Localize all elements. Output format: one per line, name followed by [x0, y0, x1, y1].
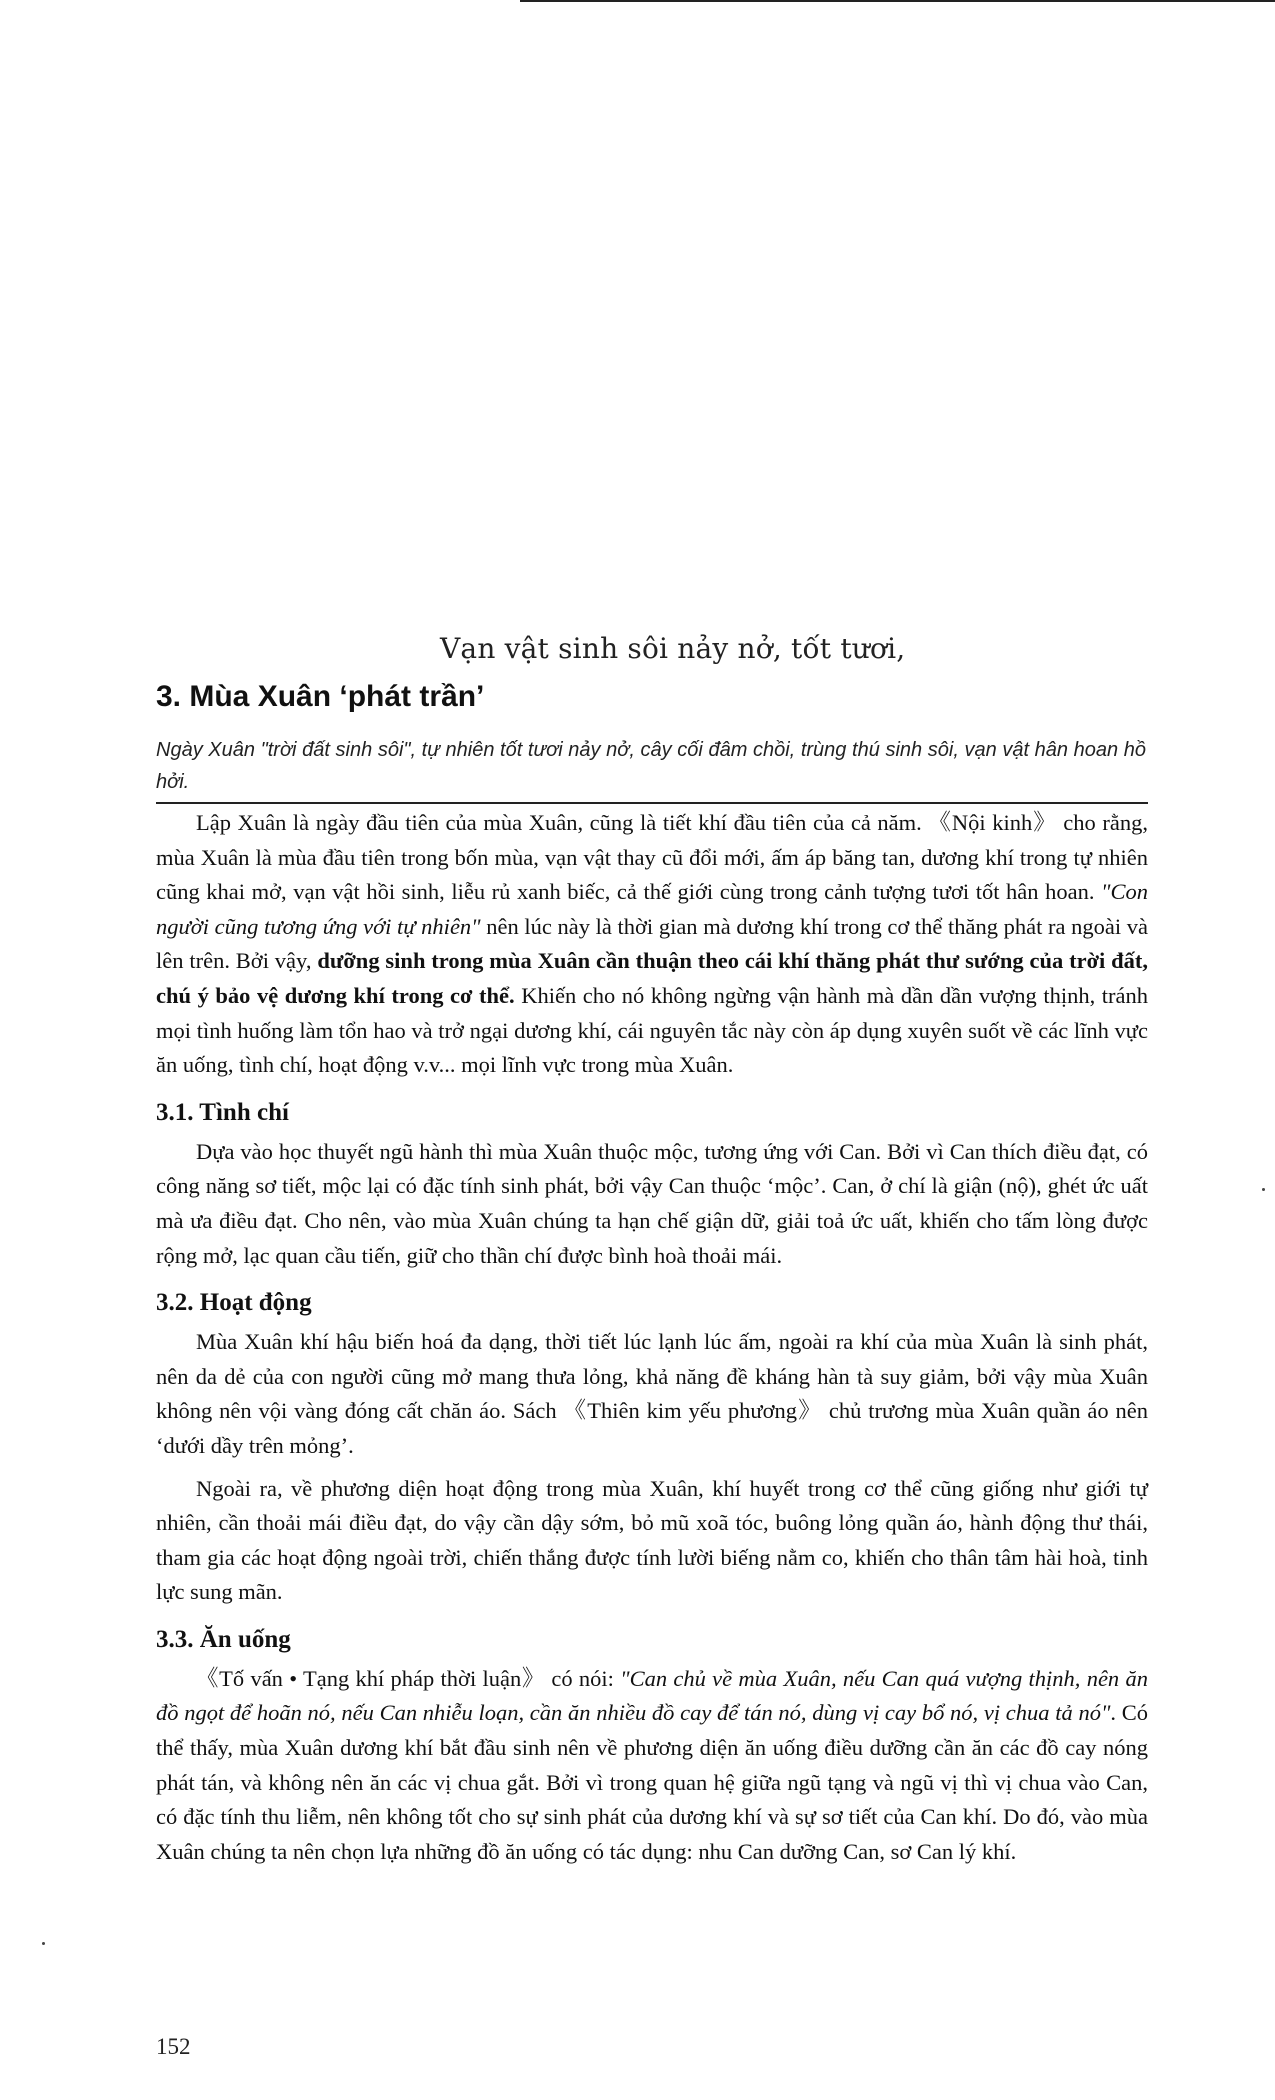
epigraph: Vạn vật sinh sôi nảy nở, tốt tươi,: [440, 632, 906, 665]
hoat-dong-paragraph-1: Mùa Xuân khí hậu biến hoá đa dạng, thời tiết lúc lạnh lúc ấm, ngoài ra khí của mùa Xuân là sinh phát, nên da dẻ của con người cũng mở mang thưa lỏng, khả năng đề kháng hàn tà suy giảm, bởi vậy mùa Xuân không nên vội vàng đóng cất chăn áo. Sách 《Thiên kim yếu phương》 chủ trương mùa Xuân quần áo nên ‘dưới dầy trên mỏng’.: [156, 1329, 1148, 1458]
intro-paragraph: [156, 806, 1148, 1083]
section-subtitle: Ngày Xuân "trời đất sinh sôi", tự nhiên tốt tươi nảy nở, cây cối đâm chồi, trùng thú sinh sôi, vạn vật hân hoan hồ hởi.: [156, 739, 1146, 793]
body-content: [156, 806, 1148, 1869]
section-title: 3. Mùa Xuân ‘phát trần’: [156, 680, 485, 713]
intro-quote: "Con người cũng tương ứng với tự nhiên": [156, 879, 1148, 939]
an-uong-quote: "Can chủ về mùa Xuân, nếu Can quá vượng thịnh, nên ăn đồ ngọt để hoãn nó, nếu Can nhiễu loạn, cần ăn nhiều đồ cay để tán nó, dùng vị cay bổ nó, vị chua tả nó": [156, 1665, 1148, 1726]
top-edge-rule: [520, 0, 1275, 2]
intro-text-2: nên lúc này là thời gian mà dương khí trong cơ thể thăng phát ra ngoài và lên trên. Bởi vậy,: [156, 913, 1148, 974]
scan-speck: [1262, 1188, 1265, 1191]
subsection-heading-hoat-dong: 3.2. Hoạt động: [156, 1289, 312, 1317]
intro-bold: dưỡng sinh trong mùa Xuân cần thuận theo cái khí thăng phát thư sướng của trời đất, chú ý bảo vệ dương khí trong cơ thể.: [156, 948, 1149, 1008]
page-number: 152: [156, 2034, 191, 2059]
tinh-chi-paragraph: Dựa vào học thuyết ngũ hành thì mùa Xuân thuộc mộc, tương ứng với Can. Bởi vì Can thích điều đạt, có công năng sơ tiết, mộc lại có đặc tính sinh phát, bởi vậy Can thuộc ‘mộc’. Can, ở chí là giận (nộ), ghét ức uất mà ưa điều đạt. Cho nên, vào mùa Xuân chúng ta hạn chế giận dữ, giải toả ức uất, khiến cho tấm lòng được rộng mở, lạc quan cầu tiến, giữ cho thần chí được bình hoà thoải mái.: [156, 1138, 1148, 1268]
subsection-heading-an-uong: 3.3. Ăn uống: [156, 1625, 291, 1653]
intro-text-3: Khiến cho nó không ngừng vận hành mà dần dần vượng thịnh, tránh mọi tình huống làm tổn hao và trở ngại dương khí, cái nguyên tắc này còn áp dụng xuyên suốt về các lĩnh vực ăn uống, tình chí, hoạt động v.v... mọi lĩnh vực trong mùa Xuân.: [156, 982, 1148, 1078]
scan-speck: [42, 1942, 45, 1945]
hoat-dong-paragraph-2: Ngoài ra, về phương diện hoạt động trong mùa Xuân, khí huyết trong cơ thể cũng giống như giới tự nhiên, cần thoải mái điều đạt, do vậy cần dậy sớm, bỏ mũ xoã tóc, buông lỏng quần áo, hành động thư thái, tham gia các hoạt động ngoài trời, chiến thắng được tính lười biếng nằm co, khiến cho thân tâm hài hoà, tinh lực sung mãn.: [156, 1475, 1148, 1605]
intro-text-1: Lập Xuân là ngày đầu tiên của mùa Xuân, cũng là tiết khí đầu tiên của cả năm. 《Nội kinh》 cho rằng, mùa Xuân là mùa đầu tiên trong bốn mùa, vạn vật thay cũ đổi mới, ấm áp băng tan, dương khí trong tự nhiên cũng khai mở, vạn vật hồi sinh, liễu rủ xanh biếc, cả thế giới cùng trong cảnh tượng tươi tốt hân hoan.: [156, 810, 1148, 905]
subtitle-underline: [156, 802, 1148, 804]
an-uong-text-2: . Có thể thấy, mùa Xuân dương khí bắt đầu sinh nên về phương diện ăn uống điều dưỡng cần ăn các đồ cay nóng phát tán, và không nên ăn các vị chua gắt. Bởi vì trong quan hệ giữa ngũ tạng và ngũ vị thì vị chua vào Can, có đặc tính thu liễm, nên không tốt cho sự sinh phát của dương khí và sự sơ tiết của Can khí. Do đó, vào mùa Xuân chúng ta nên chọn lựa những đồ ăn uống có tác dụng: nhu Can dưỡng Can, sơ Can lý khí.: [156, 1700, 1148, 1864]
subsection-heading-tinh-chi: 3.1. Tình chí: [156, 1098, 289, 1126]
an-uong-paragraph: [156, 1662, 1148, 1870]
an-uong-text-1: 《Tố vấn • Tạng khí pháp thời luận》 có nói:: [196, 1665, 621, 1691]
